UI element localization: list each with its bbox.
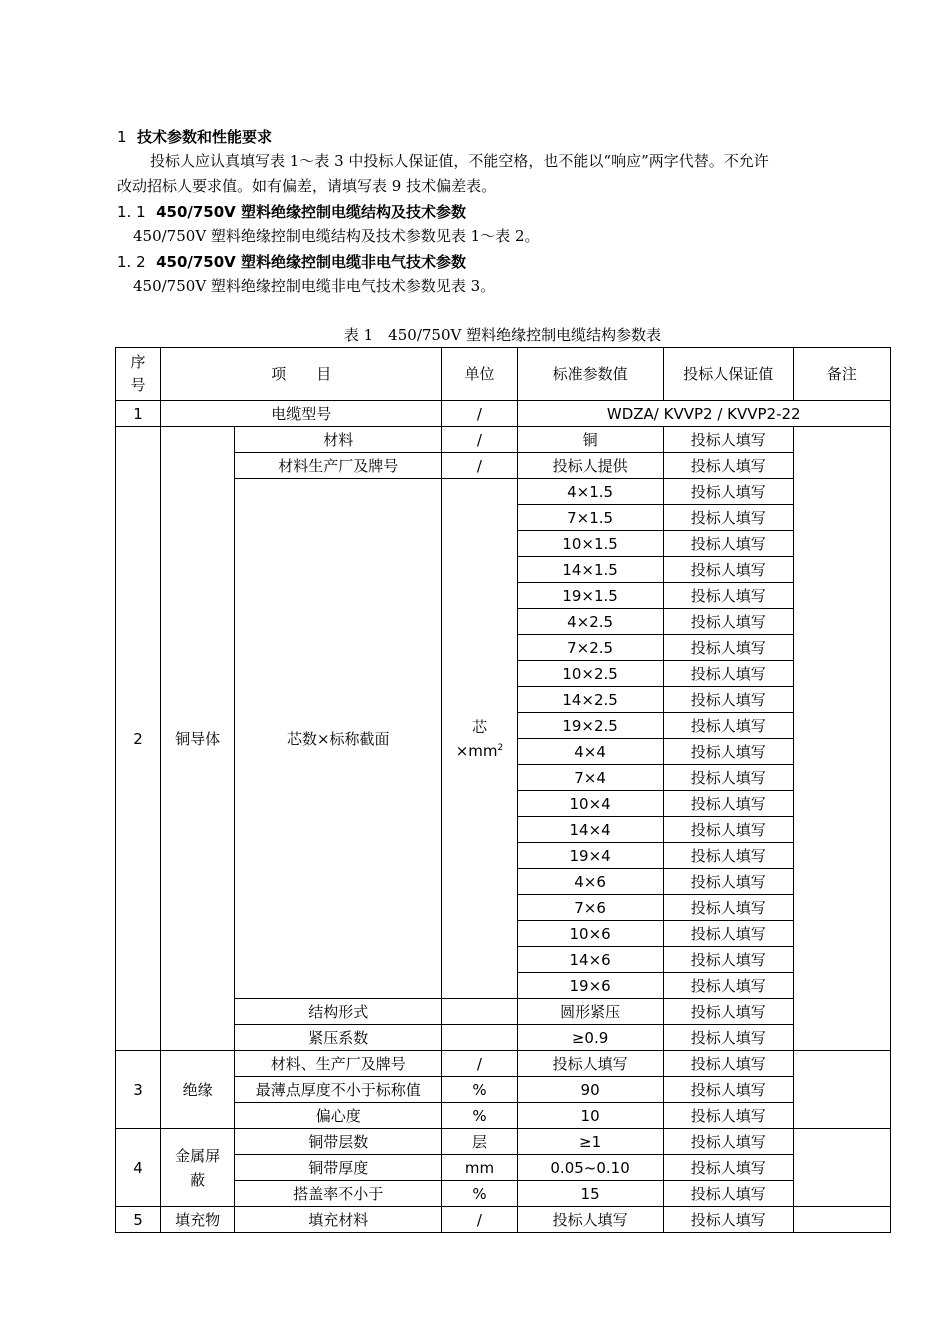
- unit-cell: /: [442, 401, 517, 427]
- seq-cell: 2: [116, 427, 161, 1051]
- item-cell: 铜带厚度: [235, 1155, 442, 1181]
- core-spec-cell: 7×2.5: [517, 635, 663, 661]
- bidder-cell: 投标人填写: [663, 713, 793, 739]
- core-spec-cell: 4×4: [517, 739, 663, 765]
- unit-superscript: 2: [497, 742, 504, 753]
- group-name-cell: 绝缘: [161, 1051, 235, 1129]
- core-spec-cell: 10×4: [517, 791, 663, 817]
- item-cell: 材料: [235, 427, 442, 453]
- table-row: [116, 1207, 891, 1233]
- bidder-cell: 投标人填写: [663, 531, 793, 557]
- table-header-row: [116, 348, 891, 401]
- group-name-cell: 金属屏蔽: [161, 1129, 235, 1207]
- item-cell: 电缆型号: [161, 401, 442, 427]
- bidder-cell: 投标人填写: [663, 687, 793, 713]
- section-number: 1: [117, 128, 127, 146]
- cores-unit-cell: [442, 479, 517, 999]
- cores-item-cell: 芯数×标称截面: [235, 479, 442, 999]
- unit-cell: [442, 999, 517, 1025]
- table-row: [116, 1129, 891, 1155]
- bidder-cell: 投标人填写: [663, 583, 793, 609]
- section-heading-1-2: [117, 252, 466, 272]
- item-cell: 材料、生产厂及牌号: [235, 1051, 442, 1077]
- bidder-cell: 投标人填写: [663, 635, 793, 661]
- model-value-cell: WDZA/ KVVP2 / KVVP2-22: [517, 401, 891, 427]
- core-spec-cell: 19×1.5: [517, 583, 663, 609]
- remark-cell: [793, 1129, 890, 1207]
- seq-cell: 4: [116, 1129, 161, 1207]
- bidder-cell: 投标人填写: [663, 1129, 793, 1155]
- standard-cell: 圆形紧压: [517, 999, 663, 1025]
- table-row: [116, 1051, 891, 1077]
- bidder-cell: 投标人填写: [663, 999, 793, 1025]
- remark-cell: [793, 1207, 890, 1233]
- item-cell: 最薄点厚度不小于标称值: [235, 1077, 442, 1103]
- core-spec-cell: 10×6: [517, 921, 663, 947]
- unit-cell: [442, 1025, 517, 1051]
- remark-cell: [793, 427, 890, 1051]
- bidder-cell: 投标人填写: [663, 843, 793, 869]
- unit-cell: mm: [442, 1155, 517, 1181]
- section-number: 1. 2: [117, 253, 146, 271]
- bidder-cell: 投标人填写: [663, 895, 793, 921]
- unit-text: 芯: [471, 717, 487, 736]
- bidder-cell: 投标人填写: [663, 1051, 793, 1077]
- seq-cell: 1: [116, 401, 161, 427]
- header-seq: 序号: [116, 348, 161, 401]
- header-bidder: 投标人保证值: [663, 348, 793, 401]
- bidder-cell: 投标人填写: [663, 1077, 793, 1103]
- bidder-cell: 投标人填写: [663, 1155, 793, 1181]
- core-spec-cell: 19×2.5: [517, 713, 663, 739]
- core-spec-cell: 7×4: [517, 765, 663, 791]
- header-item: 项 目: [161, 348, 442, 401]
- item-cell: 结构形式: [235, 999, 442, 1025]
- item-cell: 填充材料: [235, 1207, 442, 1233]
- bidder-cell: 投标人填写: [663, 1025, 793, 1051]
- core-spec-cell: 7×1.5: [517, 505, 663, 531]
- bidder-cell: 投标人填写: [663, 1103, 793, 1129]
- bidder-cell: 投标人填写: [663, 921, 793, 947]
- table-caption: 表 1 450/750V 塑料绝缘控制电缆结构参数表: [343, 326, 662, 344]
- seq-cell: 3: [116, 1051, 161, 1129]
- section-title: 450/750V 塑料绝缘控制电缆结构及技术参数: [156, 203, 467, 221]
- table-row: [116, 401, 891, 427]
- bidder-cell: 投标人填写: [663, 479, 793, 505]
- unit-cell: /: [442, 1207, 517, 1233]
- cable-structure-table: [115, 347, 891, 1233]
- item-cell: 紧压系数: [235, 1025, 442, 1051]
- section-heading-1: [117, 127, 272, 147]
- group-name-cell: 铜导体: [161, 427, 235, 1051]
- bidder-cell: 投标人填写: [663, 453, 793, 479]
- bidder-cell: 投标人填写: [663, 427, 793, 453]
- section-title: 技术参数和性能要求: [137, 128, 273, 146]
- header-standard: 标准参数值: [517, 348, 663, 401]
- paragraph-line: 投标人应认真填写表 1～表 3 中投标人保证值，不能空格，也不能以“响应”两字代替。不允许: [150, 152, 769, 170]
- bidder-cell: 投标人填写: [663, 817, 793, 843]
- core-spec-cell: 7×6: [517, 895, 663, 921]
- standard-cell: 15: [517, 1181, 663, 1207]
- unit-cell: %: [442, 1181, 517, 1207]
- standard-cell: 投标人填写: [517, 1207, 663, 1233]
- unit-text: ×mm: [455, 741, 498, 760]
- item-cell: 材料生产厂及牌号: [235, 453, 442, 479]
- section-number: 1. 1: [117, 203, 146, 221]
- bidder-cell: 投标人填写: [663, 1207, 793, 1233]
- bidder-cell: 投标人填写: [663, 973, 793, 999]
- unit-cell: %: [442, 1077, 517, 1103]
- section-title: 450/750V 塑料绝缘控制电缆非电气技术参数: [156, 253, 467, 271]
- item-cell: 铜带层数: [235, 1129, 442, 1155]
- unit-cell: 层: [442, 1129, 517, 1155]
- table-row: [116, 427, 891, 453]
- bidder-cell: 投标人填写: [663, 661, 793, 687]
- paragraph-line: 450/750V 塑料绝缘控制电缆结构及技术参数见表 1～表 2。: [133, 227, 540, 245]
- core-spec-cell: 4×6: [517, 869, 663, 895]
- bidder-cell: 投标人填写: [663, 947, 793, 973]
- core-spec-cell: 10×2.5: [517, 661, 663, 687]
- core-spec-cell: 4×1.5: [517, 479, 663, 505]
- section-heading-1-1: [117, 202, 466, 222]
- standard-cell: 铜: [517, 427, 663, 453]
- paragraph-line: 改动招标人要求值。如有偏差，请填写表 9 技术偏差表。: [117, 177, 497, 195]
- standard-cell: 投标人提供: [517, 453, 663, 479]
- bidder-cell: 投标人填写: [663, 765, 793, 791]
- core-spec-cell: 14×1.5: [517, 557, 663, 583]
- core-spec-cell: 14×2.5: [517, 687, 663, 713]
- core-spec-cell: 19×6: [517, 973, 663, 999]
- header-remark: 备注: [793, 348, 890, 401]
- core-spec-cell: 14×6: [517, 947, 663, 973]
- unit-cell: %: [442, 1103, 517, 1129]
- core-spec-cell: 10×1.5: [517, 531, 663, 557]
- item-cell: 搭盖率不小于: [235, 1181, 442, 1207]
- bidder-cell: 投标人填写: [663, 739, 793, 765]
- paragraph-line: 450/750V 塑料绝缘控制电缆非电气技术参数见表 3。: [133, 277, 496, 295]
- header-unit: 单位: [442, 348, 517, 401]
- bidder-cell: 投标人填写: [663, 609, 793, 635]
- group-name-cell: 填充物: [161, 1207, 235, 1233]
- standard-cell: 10: [517, 1103, 663, 1129]
- unit-cell: /: [442, 1051, 517, 1077]
- core-spec-cell: 19×4: [517, 843, 663, 869]
- standard-cell: ≥0.9: [517, 1025, 663, 1051]
- standard-cell: 90: [517, 1077, 663, 1103]
- core-spec-cell: 14×4: [517, 817, 663, 843]
- bidder-cell: 投标人填写: [663, 505, 793, 531]
- core-spec-cell: 4×2.5: [517, 609, 663, 635]
- standard-cell: 0.05~0.10: [517, 1155, 663, 1181]
- bidder-cell: 投标人填写: [663, 869, 793, 895]
- remark-cell: [793, 1051, 890, 1129]
- seq-cell: 5: [116, 1207, 161, 1233]
- bidder-cell: 投标人填写: [663, 557, 793, 583]
- standard-cell: 投标人填写: [517, 1051, 663, 1077]
- unit-cell: /: [442, 427, 517, 453]
- unit-cell: /: [442, 453, 517, 479]
- item-cell: 偏心度: [235, 1103, 442, 1129]
- standard-cell: ≥1: [517, 1129, 663, 1155]
- bidder-cell: 投标人填写: [663, 1181, 793, 1207]
- bidder-cell: 投标人填写: [663, 791, 793, 817]
